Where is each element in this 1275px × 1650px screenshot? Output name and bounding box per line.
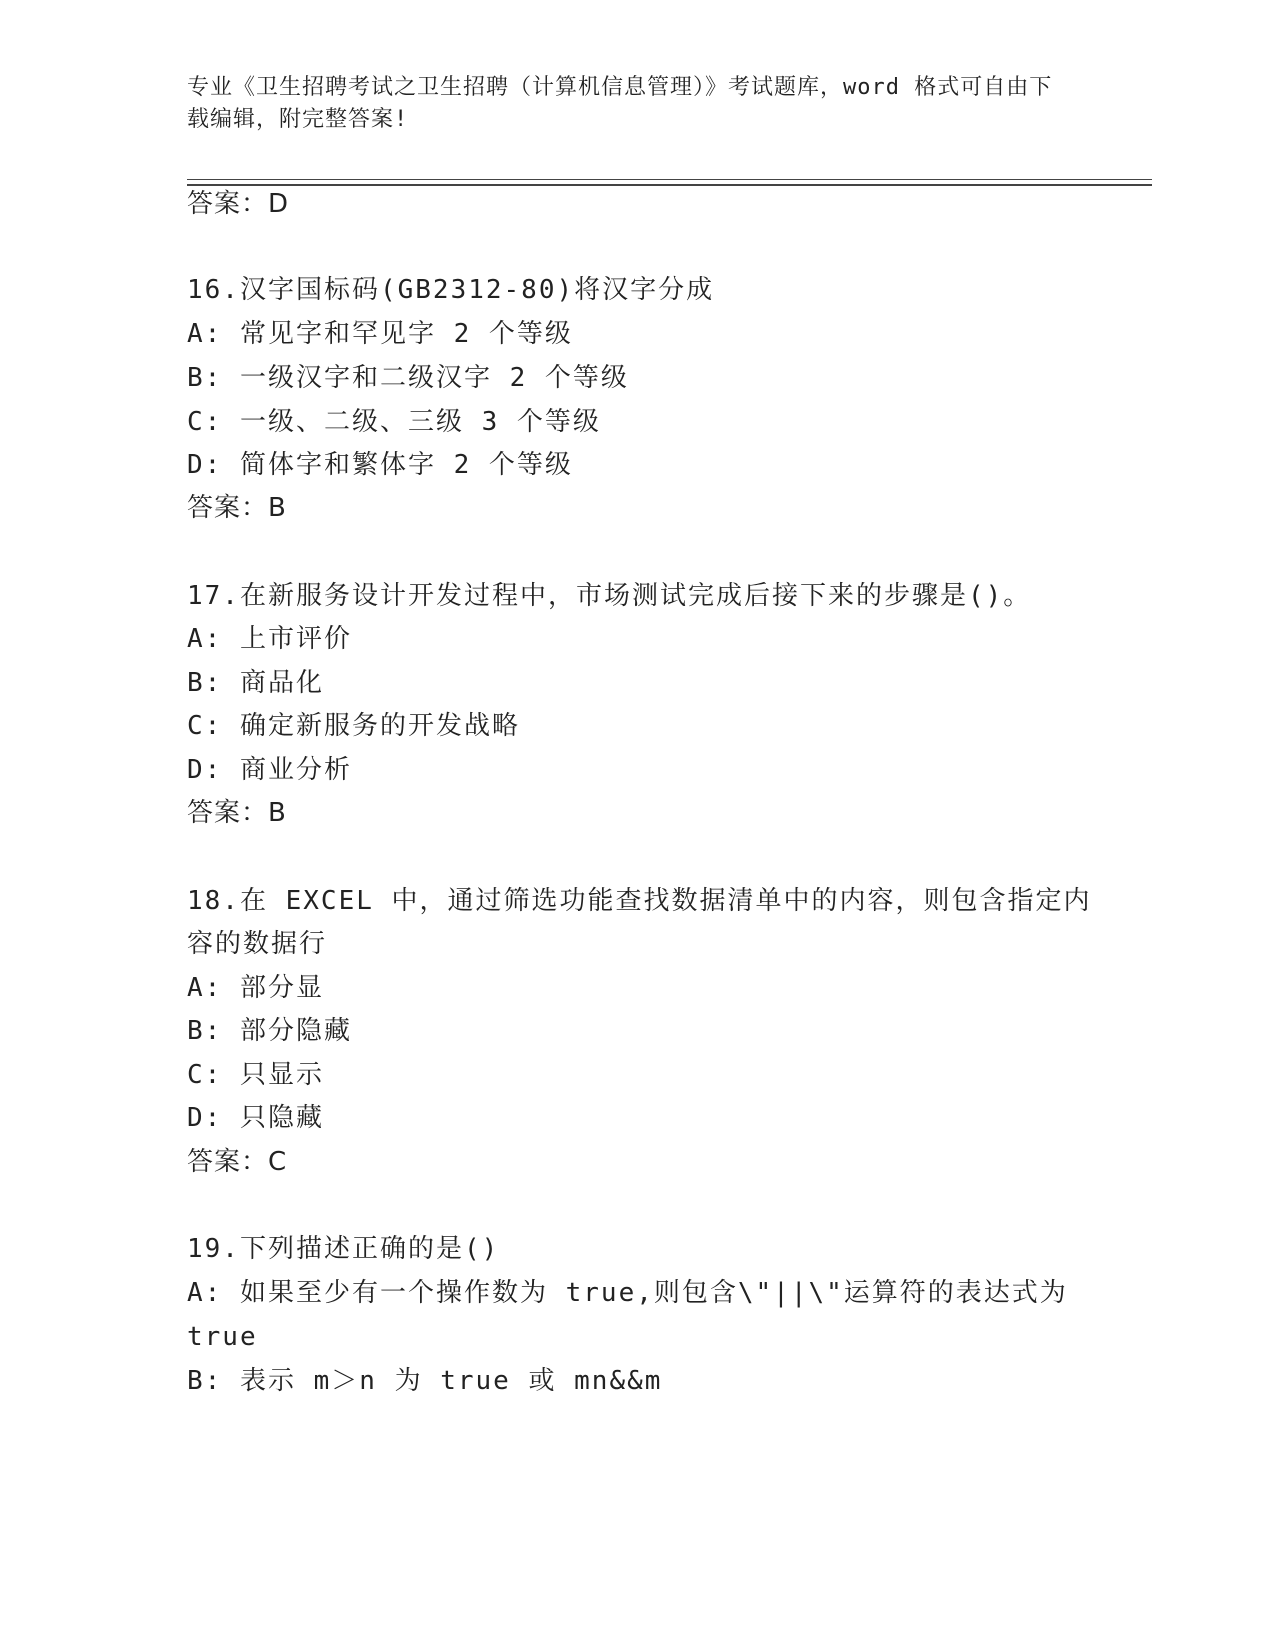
- question-18-option-a: A: 部分显: [187, 973, 324, 1003]
- question-17-option-b: B: 商品化: [187, 668, 324, 698]
- question-17-stem: 17.在新服务设计开发过程中，市场测试完成后接下来的步骤是()。: [187, 581, 1032, 611]
- question-16-stem: 16.汉字国标码(GB2312-80)将汉字分成: [187, 275, 715, 305]
- question-16-option-c: C: 一级、二级、三级 3 个等级: [187, 407, 601, 437]
- header-divider-thin: [187, 179, 1152, 180]
- question-18-answer: 答案：C: [187, 1147, 288, 1177]
- question-17-answer: 答案：B: [187, 798, 287, 828]
- question-16-answer: 答案：B: [187, 493, 287, 523]
- question-18-option-c: C: 只显示: [187, 1060, 324, 1090]
- previous-answer: 答案：D: [187, 189, 290, 219]
- question-17-option-a: A: 上市评价: [187, 624, 352, 654]
- question-18-stem-line1: 18.在 EXCEL 中，通过筛选功能查找数据清单中的内容，则包含指定内: [187, 886, 1092, 916]
- document-header: 专业《卫生招聘考试之卫生招聘（计算机信息管理）》考试题库，word 格式可自由下载编辑，附完整答案!: [187, 75, 1053, 132]
- question-19-option-a-line2: true: [187, 1322, 258, 1352]
- question-18-option-b: B: 部分隐藏: [187, 1016, 352, 1046]
- question-18-option-d: D: 只隐藏: [187, 1103, 324, 1133]
- question-16-option-b: B: 一级汉字和二级汉字 2 个等级: [187, 363, 629, 393]
- question-16-option-a: A: 常见字和罕见字 2 个等级: [187, 319, 573, 349]
- question-19-option-a-line1: A: 如果至少有一个操作数为 true,则包含\"||\"运算符的表达式为: [187, 1278, 1068, 1308]
- question-16-option-d: D: 简体字和繁体字 2 个等级: [187, 450, 573, 480]
- question-18-stem-line2: 容的数据行: [187, 929, 328, 959]
- header-divider-thick: [187, 184, 1152, 186]
- question-17-option-d: D: 商业分析: [187, 755, 352, 785]
- question-19-option-b: B: 表示 m＞n 为 true 或 mn&&m: [187, 1366, 663, 1396]
- question-17-option-c: C: 确定新服务的开发战略: [187, 711, 520, 741]
- question-19-stem: 19.下列描述正确的是(): [187, 1234, 500, 1264]
